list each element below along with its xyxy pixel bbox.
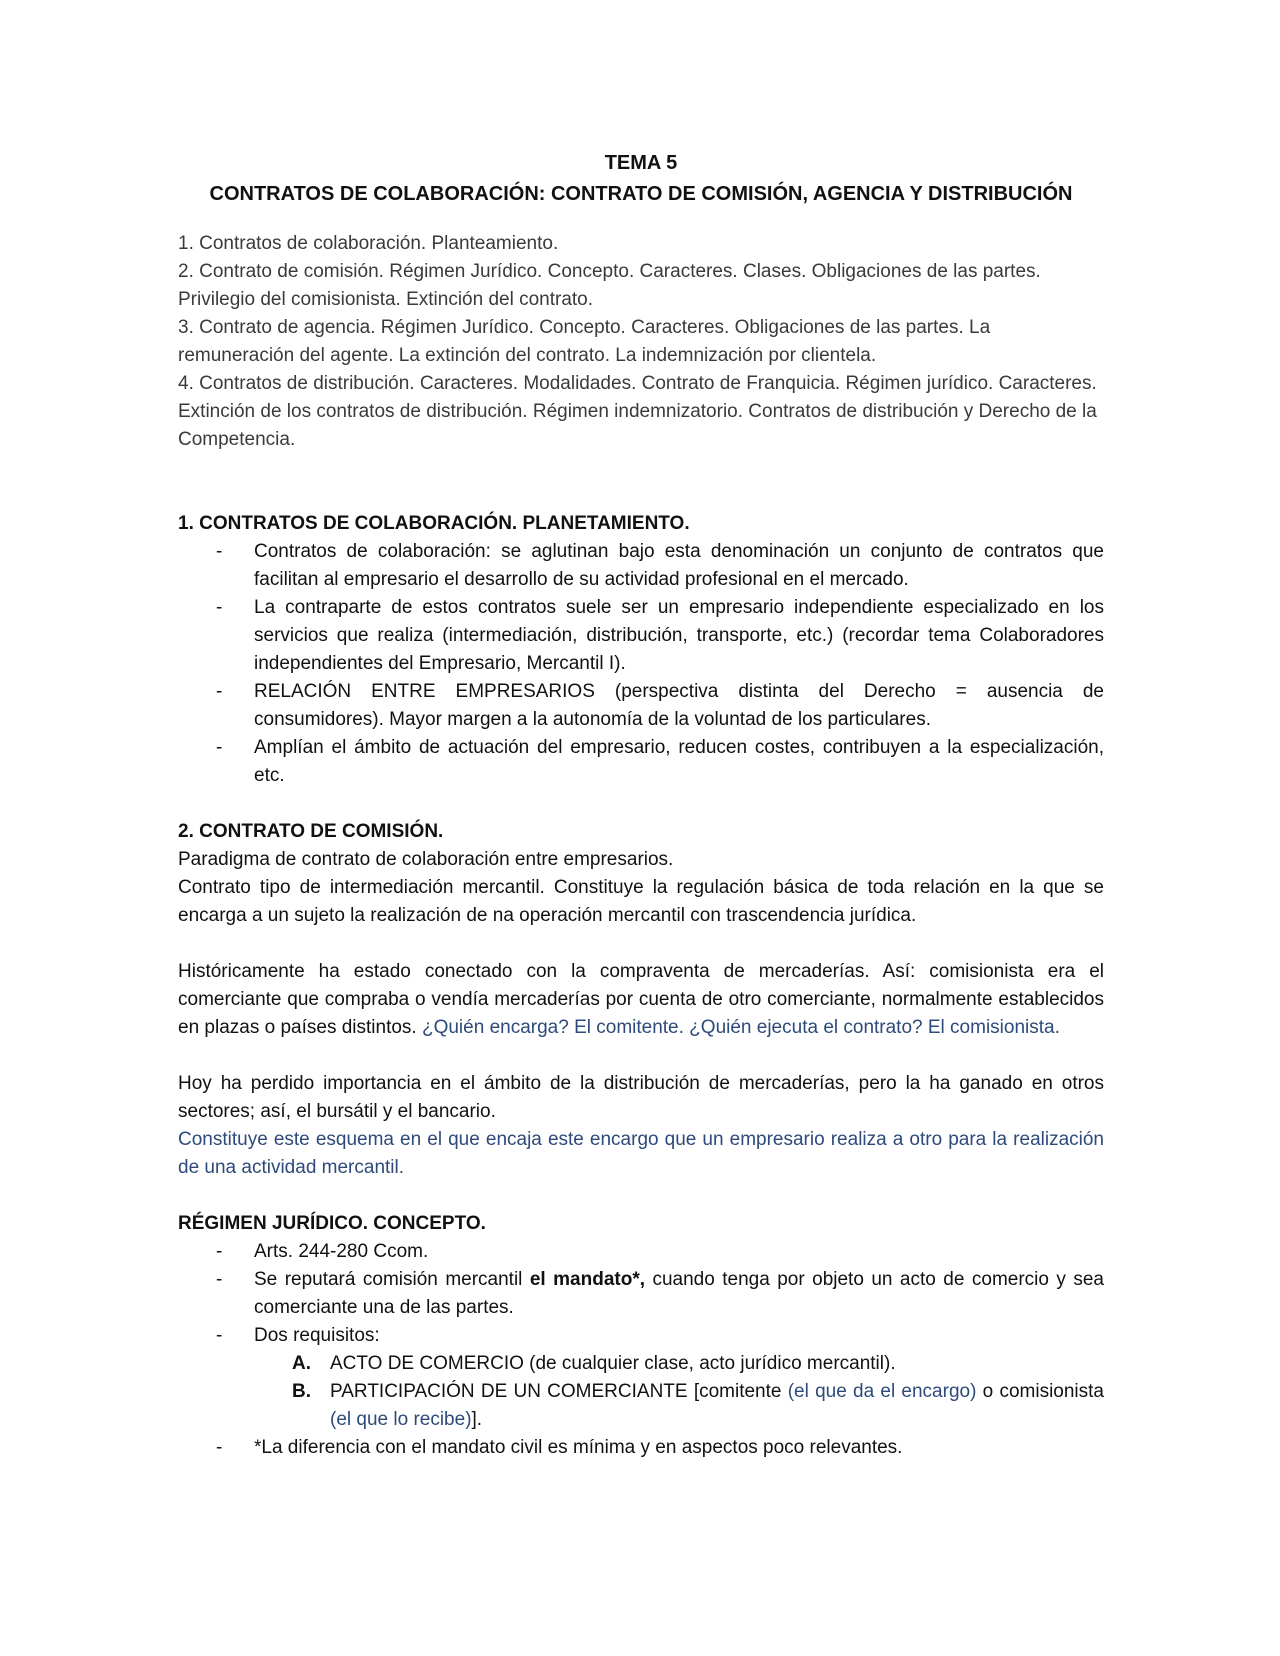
list-item: - Amplían el ámbito de actuación del empresario, reducen costes, contribuyen a la especialización, etc. bbox=[178, 734, 1104, 790]
paragraph-text: Históricamente ha estado conectado con la compraventa de mercaderías. Así: comisionista era el comerciante que compraba o vendía mercaderías por cuenta de otro comerciante, normalmente establecidos en plazas o países distintos. bbox=[178, 961, 1104, 1038]
highlighted-paragraph: Constituye este esquema en el que encaja este encargo que un empresario realiza a otro para la realización de una actividad mercantil. bbox=[178, 1129, 1104, 1178]
list-item bbox=[178, 1322, 1104, 1434]
document-content bbox=[178, 148, 1104, 1462]
list-item-text: Se reputará comisión mercantil bbox=[254, 1269, 530, 1290]
sub-list-text: ]. bbox=[471, 1409, 483, 1430]
section-comision bbox=[178, 818, 1104, 1182]
list-item-text: Dos requisitos: bbox=[254, 1325, 380, 1346]
list-item: - RELACIÓN ENTRE EMPRESARIOS (perspectiva distinta del Derecho = ausencia de consumidores). Mayor margen a la autonomía de la voluntad de los particulares. bbox=[178, 678, 1104, 734]
highlighted-text: ¿Quién encarga? El comitente. ¿Quién ejecuta el contrato? El comisionista. bbox=[421, 1017, 1060, 1038]
section-heading: RÉGIMEN JURÍDICO. CONCEPTO. bbox=[178, 1213, 486, 1234]
sub-list-text: PARTICIPACIÓN DE UN COMERCIANTE [comitente bbox=[330, 1381, 788, 1402]
sub-list bbox=[254, 1350, 1104, 1434]
list-item: - La contraparte de estos contratos suele ser un empresario independiente especializado en los servicios que realiza (intermediación, distribución, transporte, etc.) (recordar tema Colaboradores independientes del Empresario, Mercantil I). bbox=[178, 594, 1104, 678]
bold-text: el mandato*, bbox=[529, 1269, 645, 1290]
section-heading: 1. CONTRATOS DE COLABORACIÓN. PLANETAMIENTO. bbox=[178, 513, 690, 534]
list-item: - Contratos de colaboración: se aglutinan bajo esta denominación un conjunto de contratos que facilitan al empresario el desarrollo de su actividad profesional en el mercado. bbox=[178, 538, 1104, 594]
section-regimen bbox=[178, 1210, 1104, 1462]
toc-item: 1. Contratos de colaboración. Planteamiento. bbox=[178, 233, 559, 254]
bullet-list bbox=[178, 538, 1104, 790]
paragraph bbox=[178, 958, 1104, 1042]
sub-list-item bbox=[178, 1378, 1104, 1434]
list-item bbox=[178, 1266, 1104, 1322]
highlighted-text: (el que da el encargo) bbox=[787, 1381, 977, 1402]
bullet-list bbox=[178, 1238, 1104, 1462]
section-heading: 2. CONTRATO DE COMISIÓN. bbox=[178, 821, 444, 842]
sub-list-text: ACTO DE COMERCIO (de cualquier clase, acto jurídico mercantil). bbox=[330, 1353, 896, 1374]
sub-list-item bbox=[178, 1350, 1104, 1378]
highlighted-text: (el que lo recibe) bbox=[330, 1409, 472, 1430]
list-item: - Arts. 244-280 Ccom. bbox=[178, 1238, 1104, 1266]
toc-item: 2. Contrato de comisión. Régimen Jurídico. Concepto. Caracteres. Clases. Obligaciones de las partes. Privilegio del comisionista. Extinción del contrato. bbox=[178, 261, 1041, 310]
paragraph: Hoy ha perdido importancia en el ámbito de la distribución de mercaderías, pero la ha ganado en otros sectores; así, el bursátil y el bancario. bbox=[178, 1073, 1104, 1122]
toc-item: 3. Contrato de agencia. Régimen Jurídico. Concepto. Caracteres. Obligaciones de las partes. La remuneración del agente. La extinción del contrato. La indemnización por clientela. bbox=[178, 317, 991, 366]
document-title: CONTRATOS DE COLABORACIÓN: CONTRATO DE COMISIÓN, AGENCIA Y DISTRIBUCIÓN bbox=[209, 183, 1073, 205]
section-colaboracion bbox=[178, 510, 1104, 790]
list-item: - *La diferencia con el mandato civil es mínima y en aspectos poco relevantes. bbox=[178, 1434, 1104, 1462]
sub-list-text: o comisionista bbox=[976, 1381, 1104, 1402]
list-item-text: cuando tenga por objeto un acto de comercio y sea comerciante una de las partes. bbox=[254, 1269, 1104, 1318]
paragraph: Paradigma de contrato de colaboración entre empresarios. bbox=[178, 849, 674, 870]
paragraph: Contrato tipo de intermediación mercantil. Constituye la regulación básica de toda relación en la que se encarga a un sujeto la realización de na operación mercantil con trascendencia jurídica. bbox=[178, 877, 1104, 926]
list-marker: B. bbox=[292, 1381, 311, 1402]
table-of-contents bbox=[178, 230, 1104, 454]
list-marker: A. bbox=[292, 1353, 311, 1374]
tema-label: TEMA 5 bbox=[604, 152, 678, 174]
toc-item: 4. Contratos de distribución. Caracteres. Modalidades. Contrato de Franquicia. Régimen jurídico. Caracteres. Extinción de los contratos de distribución. Régimen indemnizatorio. Contratos de distribución y Derecho de la Competencia. bbox=[178, 373, 1097, 450]
